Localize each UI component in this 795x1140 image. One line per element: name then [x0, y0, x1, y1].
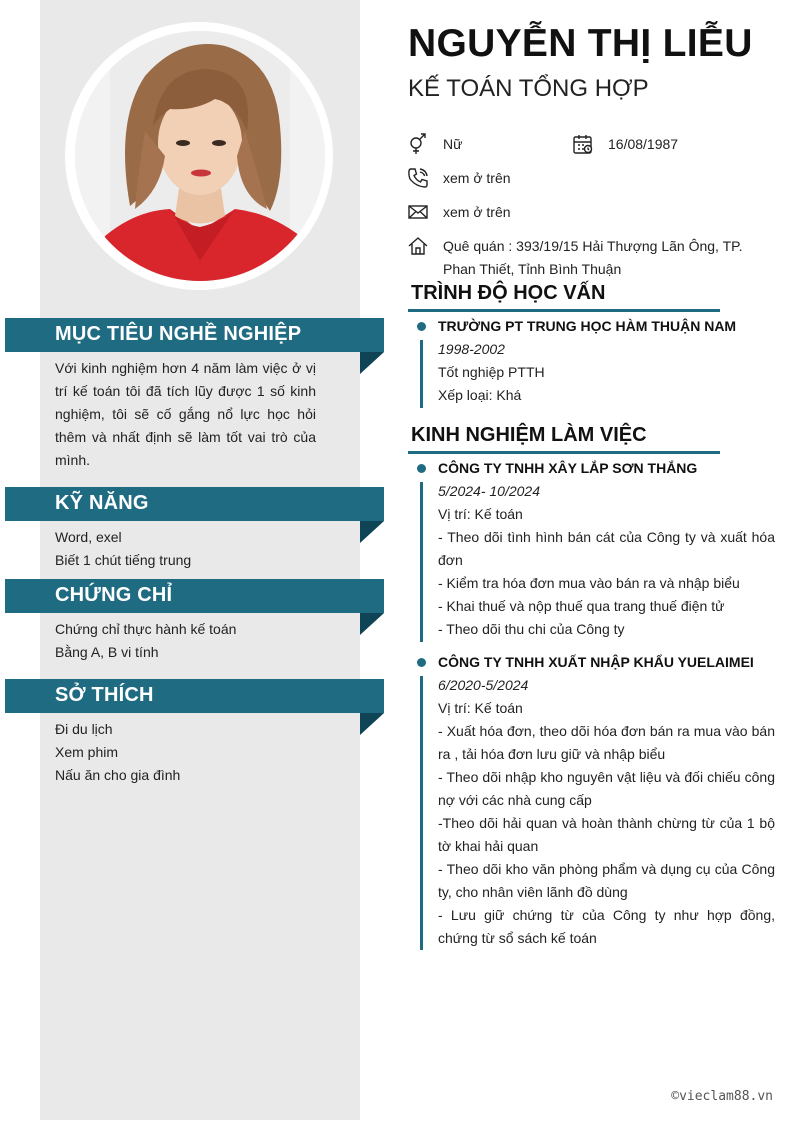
education-detail: Tốt nghiệp PTTH — [438, 364, 545, 380]
timeline-line — [420, 676, 423, 950]
certificates-header — [5, 579, 384, 613]
experience-detail: - Theo dõi tình hình bán cát của Công ty và xuất hóa đơn — [438, 529, 775, 568]
education-entry — [438, 315, 775, 407]
birthdate-value: 16/08/1987 — [608, 136, 679, 152]
experience-detail: - Theo dõi kho văn phòng phẩm và dụng cụ của Công ty, cho nhân viên lãnh đồ dùng — [438, 861, 775, 900]
ribbon-fold — [360, 521, 384, 543]
experience-detail: -Theo dõi hải quan và hoàn thành chừng từ của 1 bộ tờ khai hải quan — [438, 815, 775, 854]
education-detail: Xếp loại: Khá — [438, 387, 522, 403]
experience-entry — [438, 651, 775, 950]
skills-title: KỸ NĂNG — [55, 492, 149, 514]
experience-period: 5/2024- 10/2024 — [438, 483, 540, 499]
mail-icon — [407, 201, 429, 223]
objective-text: Với kinh nghiệm hơn 4 năm làm việc ở vị trí kế toán tôi đã tích lũy được 1 số kinh nghiệm, tôi sẽ cố gắng nổ lực học hỏi thêm và nhất định sẽ làm tốt vai trò của mình. — [55, 360, 316, 468]
ribbon-fold — [360, 352, 384, 374]
experience-entry — [438, 457, 775, 641]
experience-detail: - Theo dõi thu chi của Công ty — [438, 621, 625, 637]
education-underline — [408, 309, 720, 312]
gender-icon — [407, 133, 429, 155]
list-item: Bằng A, B vi tính — [55, 644, 159, 660]
experience-title: KINH NGHIỆM LÀM VIỆC — [411, 424, 647, 446]
list-item: Nấu ăn cho gia đình — [55, 767, 181, 783]
ribbon-fold — [360, 713, 384, 735]
calendar-icon — [572, 133, 594, 155]
home-icon — [407, 235, 429, 257]
phone-value: xem ở trên — [443, 170, 511, 186]
objective-title: MỤC TIÊU NGHỀ NGHIỆP — [55, 323, 302, 345]
experience-detail: - Khai thuế và nộp thuế qua trang thuế điện tử — [438, 598, 725, 614]
hobbies-header — [5, 679, 384, 713]
list-item: Biết 1 chút tiếng trung — [55, 552, 192, 568]
gender-value: Nữ — [443, 136, 463, 152]
timeline-dot — [417, 322, 426, 331]
list-item: Word, exel — [55, 529, 122, 545]
experience-underline — [408, 451, 720, 454]
list-item: Xem phim — [55, 744, 119, 760]
ribbon-fold — [360, 613, 384, 635]
company-name: CÔNG TY TNHH XÂY LẮP SƠN THẮNG — [438, 460, 698, 476]
experience-detail: - Theo dõi nhập kho nguyên vật liệu và đối chiếu công nợ với các nhà cung cấp — [438, 769, 775, 808]
timeline-line — [420, 482, 423, 642]
education-period: 1998-2002 — [438, 341, 505, 357]
objective-header — [5, 318, 384, 352]
watermark[interactable]: ©vieclam88.vn — [671, 1089, 773, 1104]
experience-detail: - Xuất hóa đơn, theo dõi hóa đơn bán ra mua vào bán ra , tải hóa đơn lưu giữ và nhập biểu — [438, 723, 775, 762]
experience-detail: - Lưu giữ chứng từ của Công ty như hợp đồng, chứng từ sổ sách kế toán — [438, 907, 775, 946]
address-value: Quê quán : 393/19/15 Hải Thượng Lãn Ông, TP. Phan Thiết, Tỉnh Bình Thuận — [443, 238, 743, 277]
school-name: TRƯỜNG PT TRUNG HỌC HÀM THUẬN NAM — [438, 318, 737, 334]
skills-header — [5, 487, 384, 521]
timeline-line — [420, 340, 423, 408]
list-item: Chứng chỉ thực hành kế toán — [55, 621, 237, 637]
experience-period: 6/2020-5/2024 — [438, 677, 529, 693]
education-title: TRÌNH ĐỘ HỌC VẤN — [411, 282, 606, 304]
company-name: CÔNG TY TNHH XUẤT NHẬP KHẨU YUELAIMEI — [438, 654, 754, 670]
experience-detail: Vị trí: Kế toán — [438, 700, 523, 716]
timeline-dot — [417, 464, 426, 473]
list-item: Đi du lịch — [55, 721, 113, 737]
skills-list — [55, 526, 316, 572]
hobbies-list — [55, 718, 316, 787]
hobbies-title: SỞ THÍCH — [55, 684, 154, 706]
candidate-name: NGUYỄN THỊ LIỄU — [408, 22, 753, 65]
candidate-role: KẾ TOÁN TỔNG HỢP — [408, 75, 649, 102]
certificates-list — [55, 618, 316, 664]
experience-detail: - Kiểm tra hóa đơn mua vào bán ra và nhập biểu — [438, 575, 740, 591]
avatar — [75, 31, 325, 281]
timeline-dot — [417, 658, 426, 667]
email-value: xem ở trên — [443, 204, 511, 220]
experience-detail: Vị trí: Kế toán — [438, 506, 523, 522]
certificates-title: CHỨNG CHỈ — [55, 584, 173, 606]
phone-icon — [407, 167, 429, 189]
